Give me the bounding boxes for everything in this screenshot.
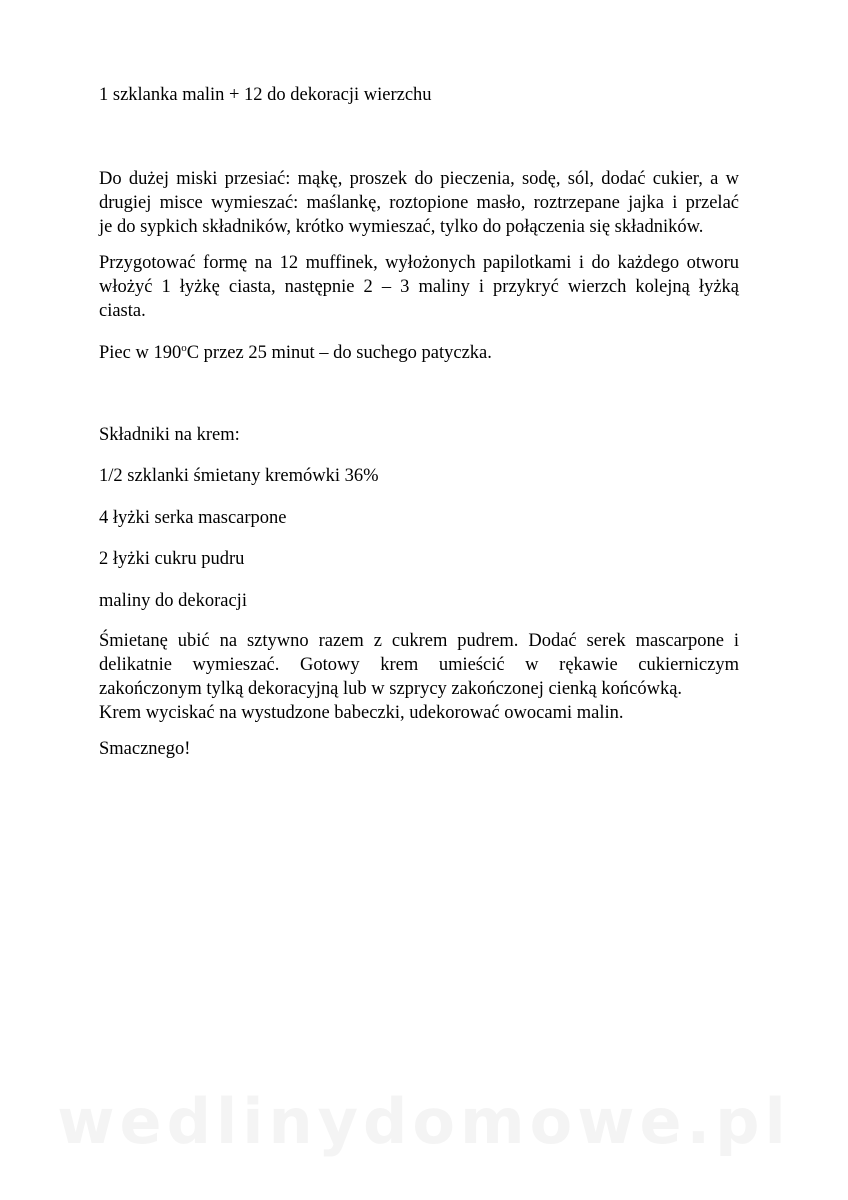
paragraph-line: Do dużej miski przesiać: mąkę, proszek do pieczenia, sodę, sól, dodać cukier, a w [99,169,739,189]
instructions-paragraph-mold [99,251,739,323]
site-watermark: wedlinydomowe.pl [57,1085,791,1158]
cream-ingredients-heading: Składniki na krem: [99,425,240,445]
closing-text: Smacznego! [99,739,191,759]
instructions-paragraph-mixing [99,167,739,239]
paragraph-line: Śmietanę ubić na sztywno razem z cukrem pudrem. Dodać serek mascarpone i [99,631,739,651]
paragraph-line: zakończonym tylką dekoracyjną lub w szprycy zakończonej cienką końcówką. [99,679,683,699]
instructions-paragraph-cream [99,629,739,725]
paragraph-line: Przygotować formę na 12 muffinek, wyłożonych papilotkami i do każdego otworu [99,253,739,273]
cream-ingredient: 2 łyżki cukru pudru [99,549,245,569]
paragraph-line: je do sypkich składników, krótko wymieszać, tylko do połączenia się składników. [99,217,704,237]
degree-superscript: o [181,342,187,354]
paragraph-line: delikatnie wymieszać. Gotowy krem umieścić w rękawie cukierniczym [99,655,739,675]
paragraph-line: Krem wyciskać na wystudzone babeczki, udekorować owocami malin. [99,703,624,723]
paragraph-line: drugiej misce wymieszać: maślankę, roztopione masło, roztrzepane jajka i przelać [99,193,739,213]
paragraph-line: włożyć 1 łyżkę ciasta, następnie 2 – 3 maliny i przykryć wierzch kolejną łyżką [99,277,739,297]
cream-ingredient: maliny do dekoracji [99,591,247,611]
cream-ingredient: 1/2 szklanki śmietany kremówki 36% [99,466,379,486]
baking-text-start: Piec w 190 [99,343,182,363]
baking-instruction [99,341,739,365]
cream-ingredient: 4 łyżki serka mascarpone [99,508,287,528]
baking-text-end: C przez 25 minut – do suchego patyczka. [186,343,492,363]
ingredient-raspberries: 1 szklanka malin + 12 do dekoracji wierzchu [99,85,432,105]
paragraph-line: ciasta. [99,301,146,321]
